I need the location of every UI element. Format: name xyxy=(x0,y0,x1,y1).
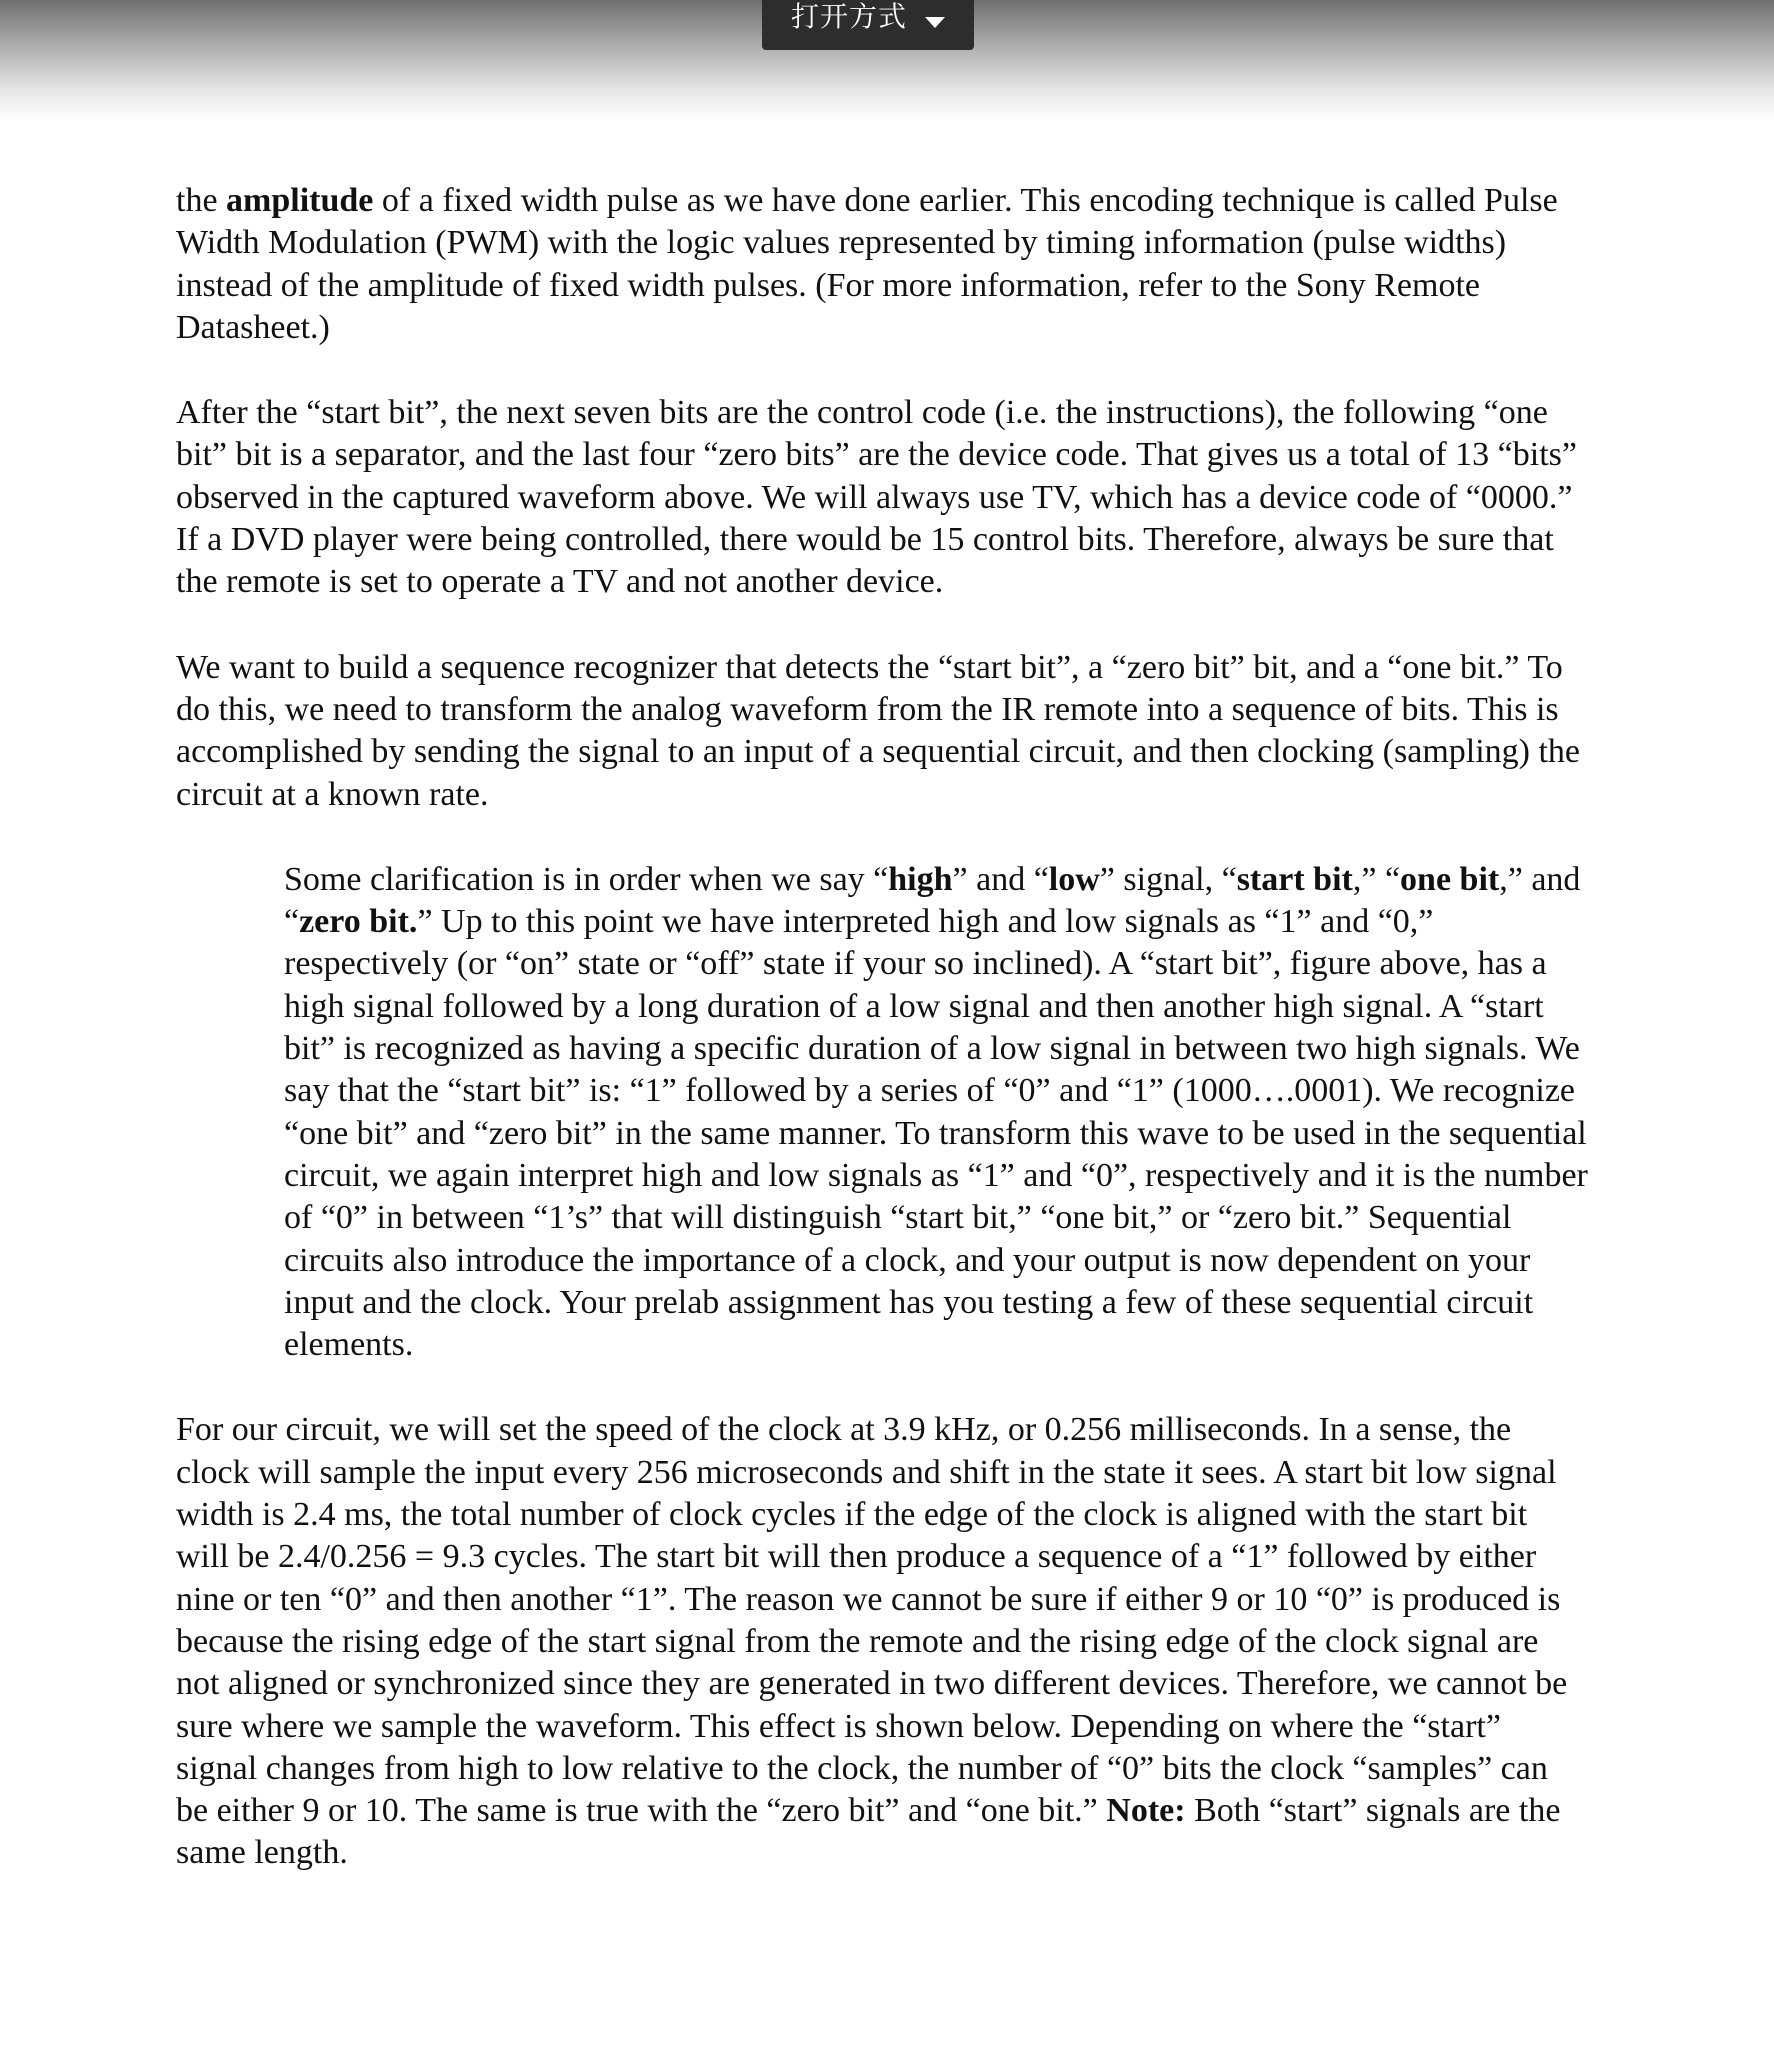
text-run: ” Up to this point we have interpreted high and low signals as “1” and “0,” respectively (or “on” state or “off” state if your so inclined). A “start bit”, figure above, has a high signal followed by a long duration of a low signal and then another high signal. A “start bit” is recognized as having a specific duration of a low signal in between two high signals. We say that the “start bit” is: “1” followed by a series of “0” and “1” (1000….0001). We recognize “one bit” and “zero bit” in the same manner. To transform this wave to be used in the sequential circuit, we again interpret high and low signals as “1” and “0”, respectively and it is the number of “0” in between “1’s” that will distinguish “start bit,” “one bit,” or “zero bit.” Sequential circuits also introduce the importance of a clock, and your output is now dependent on your input and the clock. Your prelab assignment has you testing a few of these sequential circuit elements. xyxy=(284,903,1588,1364)
paragraph-start-bit: After the “start bit”, the next seven bits are the control code (i.e. the instructions), the following “one bit” bit is a separator, and the last four “zero bits” are the device code. That gives us a total of 13 “bits” observed in the captured waveform above. We will always use TV, which has a device code of “0000.” If a DVD player were being controlled, there would be 15 control bits. Therefore, always be sure that the remote is set to operate a TV and not another device. xyxy=(176,394,1577,601)
open-with-label: 打开方式 xyxy=(790,0,907,33)
text-run: Some clarification is in order when we say “ xyxy=(284,860,889,898)
bold-term-low: low xyxy=(1048,860,1100,898)
bold-term-amplitude: amplitude xyxy=(226,182,374,219)
bold-term-one-bit: one bit xyxy=(1400,860,1500,898)
open-with-button[interactable] xyxy=(762,0,974,50)
text-run: the xyxy=(176,182,227,219)
text-run: ,” and “ xyxy=(284,860,1581,941)
text-run: ” signal, “ xyxy=(1099,860,1237,898)
paragraph-pwm xyxy=(176,180,1586,349)
bold-term-start-bit: start bit xyxy=(1236,860,1353,898)
text-run: ,” “ xyxy=(1352,860,1401,898)
text-run: Both “start” signals are the same length. xyxy=(176,1792,1561,1872)
chevron-down-icon xyxy=(925,17,945,28)
document-page xyxy=(176,180,1586,1918)
paragraph-clock-speed xyxy=(176,1409,1586,1874)
paragraph-sequence-recognizer: We want to build a sequence recognizer that detects the “start bit”, a “zero bit” bit, and a “one bit.” To do this, we need to transform the analog waveform from the IR remote into a sequence of bits. This is accomplished by sending the signal to an input of a sequential circuit, and then clocking (sampling) the circuit at a known rate. xyxy=(176,648,1581,813)
text-run: ” and “ xyxy=(952,860,1049,898)
text-run: of a fixed width pulse as we have done earlier. This encoding technique is called Pulse Width Modulation (PWM) with the logic values represented by timing information (pulse widths) instead of the amplitude of fixed width pulses. (For more information, refer to the Sony Remote Datasheet.) xyxy=(176,182,1558,346)
text-run: For our circuit, we will set the speed of the clock at 3.9 kHz, or 0.256 milliseconds. In a sense, the clock will sample the input every 256 microseconds and shift in the state it sees. A start bit low signal width is 2.4 ms, the total number of clock cycles if the edge of the clock is aligned with the start bit will be 2.4/0.256 = 9.3 cycles. The start bit will then produce a sequence of a “1” followed by either nine or ten “0” and then another “1”. The reason we cannot be sure if either 9 or 10 “0” is produced is because the rising edge of the start signal from the remote and the rising edge of the clock signal are not aligned or synchronized since they are generated in two different devices. Therefore, we cannot be sure where we sample the waveform. This effect is shown below. Depending on where the “start” signal changes from high to low relative to the clock, the number of “0” bits the clock “samples” can be either 9 or 10. The same is true with the “zero bit” and “one bit.” xyxy=(176,1411,1568,1830)
paragraph-clarification xyxy=(284,859,1594,1367)
bold-term-note: Note: xyxy=(1106,1792,1186,1830)
bold-term-zero-bit: zero bit. xyxy=(299,903,418,941)
bold-term-high: high xyxy=(888,860,953,898)
